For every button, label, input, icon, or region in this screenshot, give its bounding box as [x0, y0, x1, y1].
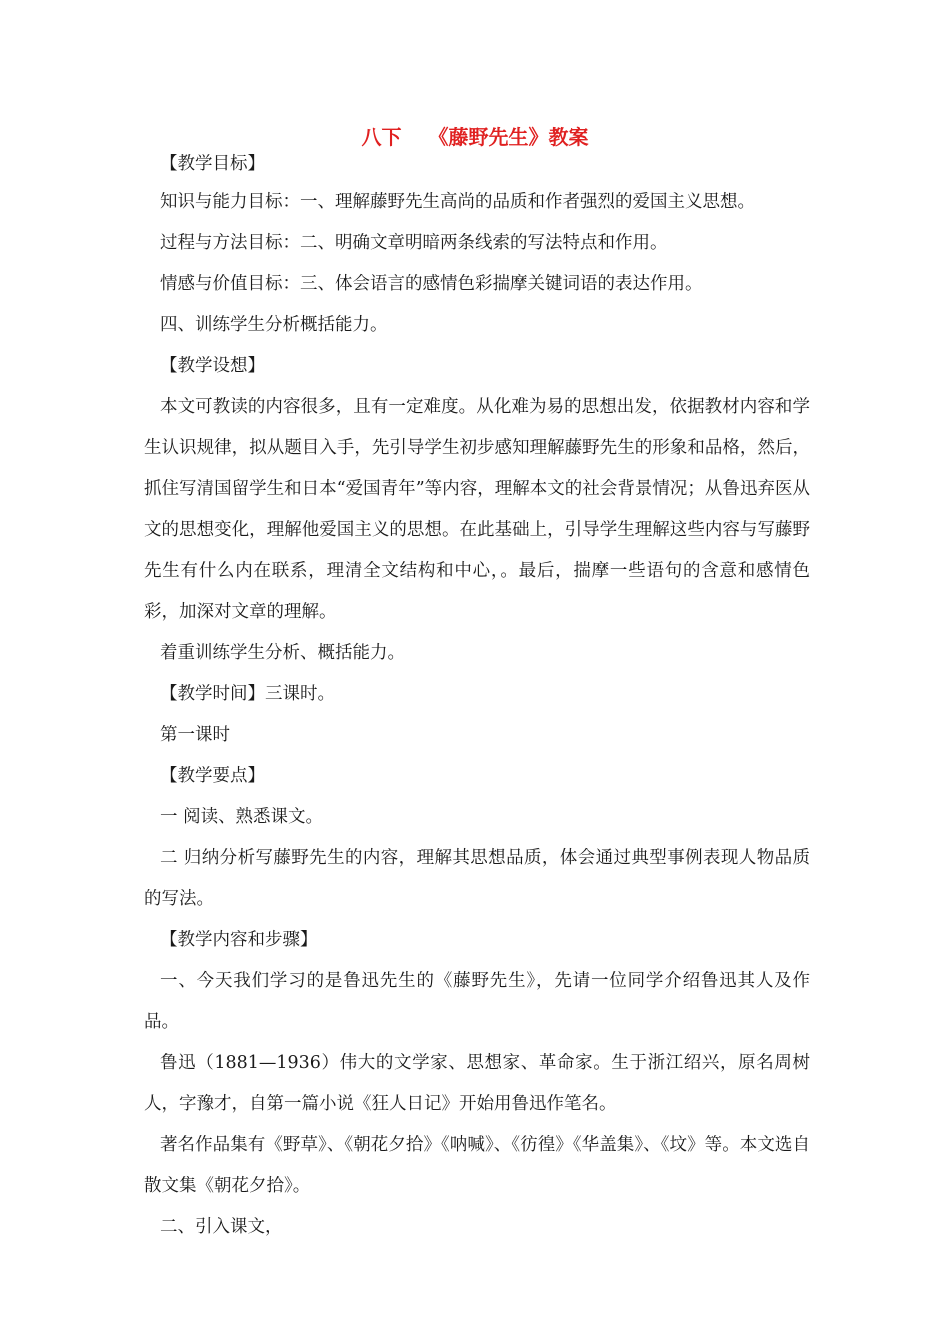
- document-title: 八下 《藤野先生》教案: [361, 125, 589, 149]
- paragraph-key-point-two: 二 归纳分析写藤野先生的内容，理解其思想品质，体会通过典型事例表现人物品质的写法。: [144, 848, 810, 909]
- paragraph-teaching-time: 【教学时间】三课时。: [160, 684, 335, 704]
- paragraph-emotion-goal: 情感与价值目标：三、体会语言的感情色彩揣摩关键词语的表达作用。: [160, 274, 703, 294]
- paragraph-knowledge-goal: 知识与能力目标：一、理解藤野先生高尚的品质和作者强烈的爱国主义思想。: [160, 192, 755, 212]
- paragraph-luxun-bio: 鲁迅（1881—1936）伟大的文学家、思想家、革命家。生于浙江绍兴，原名周树人，字豫才，自第一篇小说《狂人日记》开始用鲁迅作笔名。: [144, 1053, 810, 1114]
- paragraph-step-two: 二、引入课文，: [160, 1217, 283, 1237]
- heading-teaching-design: 【教学设想】: [160, 356, 265, 376]
- paragraph-first-lesson: 第一课时: [160, 725, 230, 745]
- heading-content-steps: 【教学内容和步骤】: [160, 930, 318, 950]
- document-body: [144, 146, 810, 1248]
- paragraph-focus-training: 着重训练学生分析、概括能力。: [160, 643, 405, 663]
- paragraph-luxun-works: 著名作品集有《野草》、《朝花夕拾》《呐喊》、《彷徨》《华盖集》、《坟》等。本文选自散文集《朝花夕拾》。: [144, 1135, 810, 1196]
- heading-teaching-goals: 【教学目标】: [160, 154, 265, 174]
- paragraph-design-body: 本文可教读的内容很多，且有一定难度。从化难为易的思想出发，依据教材内容和学生认识规律，拟从题目入手，先引导学生初步感知理解藤野先生的形象和品格，然后，抓住写清国留学生和日本“爱国青年”等内容，理解本文的社会背景情况；从鲁迅弃医从文的思想变化，理解他爱国主义的思想。在此基础上，引导学生理解这些内容与写藤野先生有什么内在联系，理清全文结构和中心，。最后，揣摩一些语句的含意和感情色彩，加深对文章的理解。: [144, 397, 810, 622]
- paragraph-step-one: 一、今天我们学习的是鲁迅先生的《藤野先生》，先请一位同学介绍鲁迅其人及作品。: [144, 971, 810, 1032]
- paragraph-process-goal: 过程与方法目标：二、明确文章明暗两条线索的写法特点和作用。: [160, 233, 668, 253]
- paragraph-goal-four: 四、训练学生分析概括能力。: [160, 315, 388, 335]
- paragraph-key-point-one: 一 阅读、熟悉课文。: [160, 807, 324, 827]
- heading-key-points: 【教学要点】: [160, 766, 265, 786]
